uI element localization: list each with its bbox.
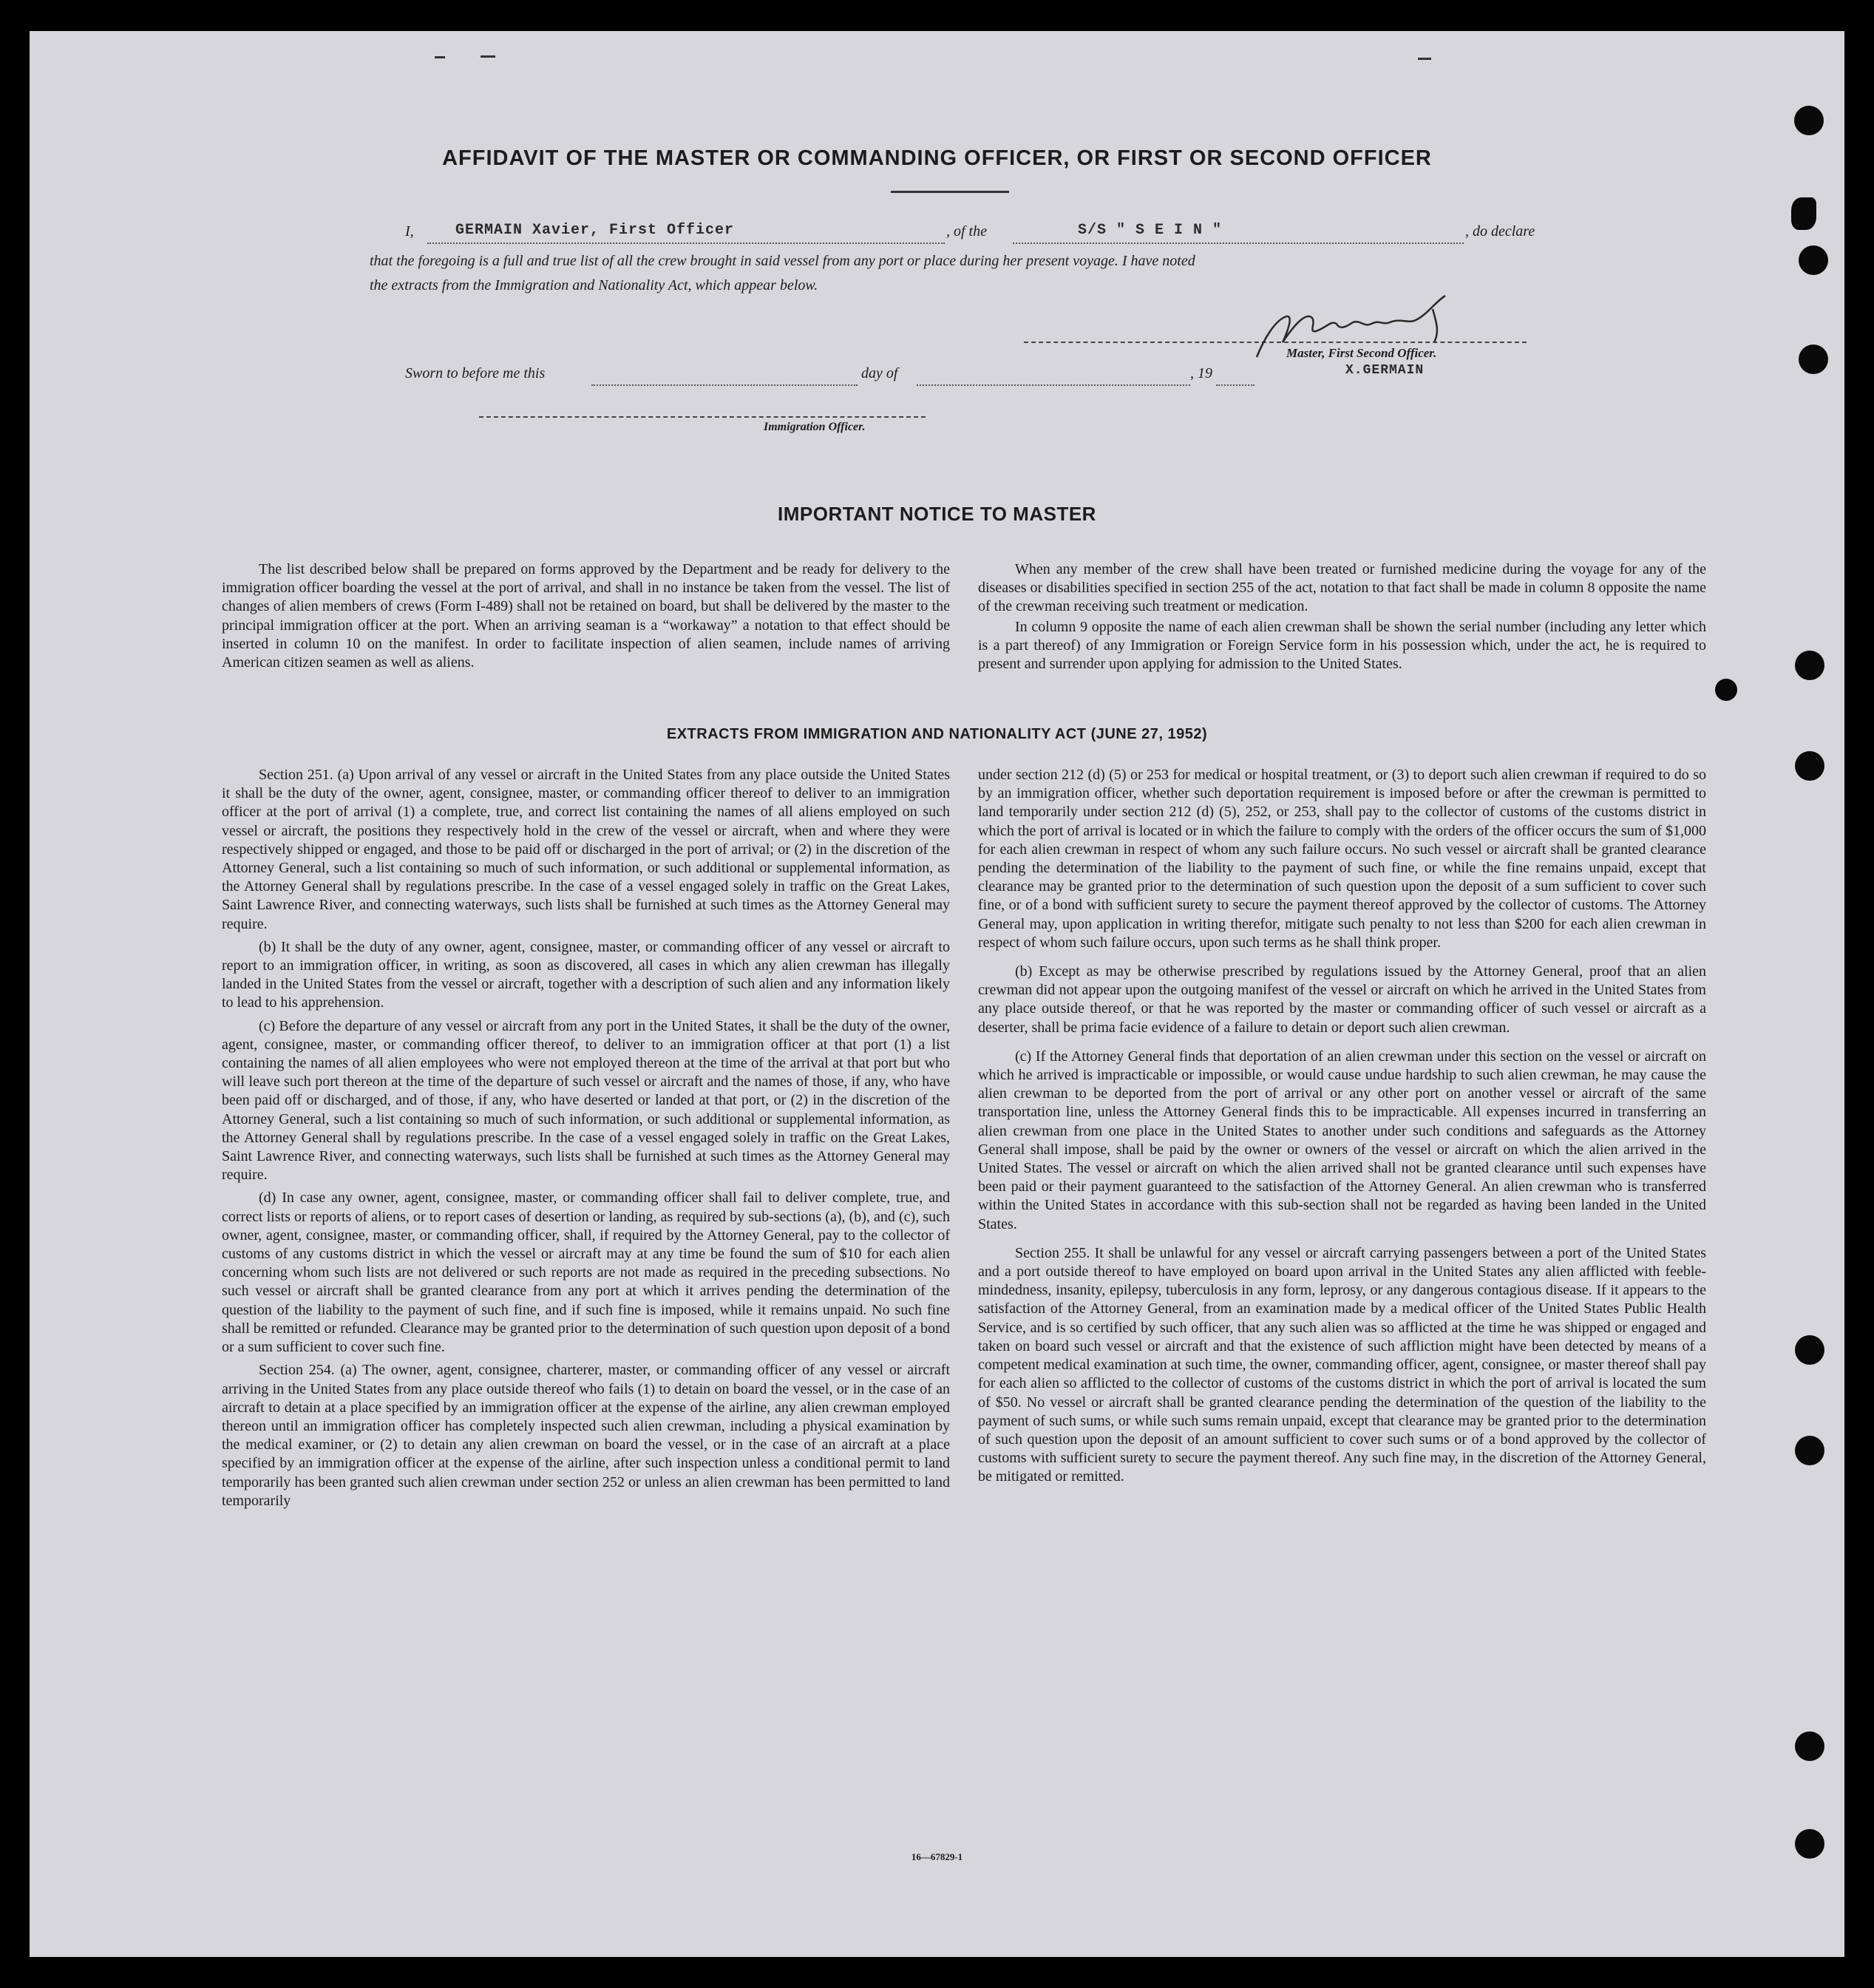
immigration-officer-label: Immigration Officer. [764, 421, 866, 433]
section-254a-continued: under section 212 (d) (5) or 253 for medical or hospital treatment, or (3) to deport such alien crewman if required to do so by an immigration officer, whether such deportation requirement is imposed before or after the crewman is permitted to land temporarily under section 212 (d) (5), 252, or 253, shall pay to the collector of customs of the customs district in which the port of arrival is located or in which the failure to comply with the orders of the officer occurs the sum of $1,000 for each alien crewman in respect of whom any such failure occurs. No such vessel or aircraft shall be granted clearance pending the determination of the liability to the payment of such fine, or while the fine remains unpaid, except that clearance may be granted prior to the determination of such question upon the deposit of a sum sufficient to cover such fine, or of a bond with sufficient surety to secure the payment thereof approved by the collector of customs. The Attorney General may, upon application in writing therefor, mitigate such penalty to not less than $200 for each alien crewman in respect of whom such failure occurs, upon such terms as he shall think proper. [978, 767, 1706, 951]
scan-mark [435, 56, 445, 58]
do-declare-label: , do declare [1465, 223, 1535, 240]
section-254b: (b) Except as may be otherwise prescribed by regulations issued by the Attorney General, proof that an alien crewman did not appear upon the outgoing manifest of the vessel or aircraft on which he arrived in the United States from any place outside thereof, or that he was reported by the master or commanding officer of such vessel or aircraft as a deserter, shall be prima facie evidence of a failure to detain or deport such alien crewman. [978, 963, 1706, 1036]
punch-hole [1791, 197, 1816, 230]
punch-hole [1799, 245, 1828, 275]
section-251d: (d) In case any owner, agent, consignee, master, or commanding officer shall fail to deliver complete, true, and correct lists or reports of aliens, or to report cases of desertion or landing, as required by sub-sections (a), (b), and (c), such owner, agent, consignee, master, or commanding officer, shall, if required by the Attorney General, pay to the collector of customs of any customs district in which the vessel or aircraft may at any time be found the sum of $10 for each alien concerning whom such lists are not delivered or such reports are not made as required in the preceding subsections. No such vessel or aircraft shall be granted clearance from any port at which it arrives pending the determination of the question of the liability to the payment of such fine, and if such fine is imposed, while it remains unpaid. No such fine shall be remitted or refunded. Clearance may be granted prior to the determination of such question upon deposit of a bond or a sum sufficient to cover such fine. [222, 1190, 950, 1356]
signature-typed-name: X.GERMAIN [1345, 363, 1425, 378]
punch-hole [1799, 345, 1828, 374]
notice-left-column [222, 560, 950, 676]
title-divider [891, 191, 1009, 193]
affidavit-title: AFFIDAVIT OF THE MASTER OR COMMANDING OFFICER, OR FIRST OR SECOND OFFICER [442, 146, 1432, 170]
section-254c: (c) If the Attorney General finds that deportation of an alien crewman under this section on the vessel or aircraft on which he arrived is impracticable or impossible, or would cause undue hardship to such alien crewman, he may cause the alien crewman to be deported from the port of arrival or any other port on another vessel or aircraft of the same transportation line, unless the Attorney General finds this to be impracticable. All expenses incurred in transferring an alien crewman from one place in the United States to another under such conditions and safeguards as the Attorney General shall impose, shall be paid by the owner or owners of the vessel or aircraft on which the alien arrived in the United States. The vessel or aircraft on which the alien arrived shall not be granted clearance until such expenses have been paid or their payment guaranteed to the satisfaction of the Attorney General. An alien crewman who is transferred within the United States in accordance with this sub-section shall not be regarded as having been landed in the United States. [978, 1048, 1706, 1232]
section-251a: Section 251. (a) Upon arrival of any vessel or aircraft in the United States from any place outside the United States it shall be the duty of the owner, agent, consignee, master, or commanding officer thereof to deliver to an immigration officer at the port of arrival (1) a complete, true, and correct list containing the names of all aliens employed on such vessel or aircraft, the positions they respectively hold in the crew of the vessel or aircraft, when and where they were respectively shipped or engaged, and those to be paid off or discharged in the port of arrival; or (2) in the discretion of the Attorney General, such a list containing so much of such information, or such additional or supplemental information, as the Attorney General shall by regulations prescribe. In the case of a vessel engaged solely in traffic on the Great Lakes, Saint Lawrence River, and connecting waterways, such lists shall be furnished at such times as the Attorney General may require. [222, 767, 950, 932]
vessel-name-typed: S/S " S E I N " [1078, 222, 1223, 239]
form-code: 16—67829-1 [911, 1851, 963, 1862]
punch-hole [1795, 751, 1824, 781]
notice-right-column [978, 560, 1706, 678]
declarant-name-typed: GERMAIN Xavier, First Officer [455, 222, 735, 239]
immigration-officer-line [479, 416, 926, 418]
punch-hole [1715, 679, 1737, 701]
punch-hole [1795, 1436, 1824, 1465]
extracts-title: EXTRACTS FROM IMMIGRATION AND NATIONALITY ACT (JUNE 27, 1952) [666, 726, 1208, 742]
document-sheet [30, 31, 1844, 1957]
notice-title: IMPORTANT NOTICE TO MASTER [778, 503, 1096, 525]
of-the-label: , of the [946, 223, 987, 240]
section-251b: (b) It shall be the duty of any owner, agent, consignee, master, or commanding officer of any vessel or aircraft to report to an immigration officer, in writing, as soon as discovered, all cases in which any alien crewman has illegally landed in the United States from the vessel or aircraft, together with a description of such alien and any information likely to lead to his apprehension. [222, 938, 950, 1011]
declaration-line-3: the extracts from the Immigration and Nationality Act, which appear below. [370, 277, 818, 294]
extracts-left-column [222, 766, 950, 1515]
notice-left-paragraph: The list described below shall be prepared on forms approved by the Department and be ready for delivery to the immigration officer boarding the vessel at the port of arrival, and shall in no instance be taken from the vessel. The list of changes of alien members of crews (Form I-489) shall not be retained on board, but shall be delivered by the master to the principal immigration officer at the port. When an arriving seaman is a “workaway” a notation to that effect should be inserted in column 10 on the manifest. In order to facilitate inspection of alien seamen, include names of arriving American citizen seamen as well as aliens. [222, 561, 950, 671]
sworn-label: Sworn to before me this [405, 365, 546, 381]
section-251c: (c) Before the departure of any vessel or aircraft from any port in the United States, it shall be the duty of the owner, agent, consignee, master, or commanding officer thereof, to deliver to an immigration officer at that port (1) a list containing the names of all alien employees who were not employed thereon at the time of the arrival at that port but who will leave such port thereon at the time of the departure of such vessel or aircraft and the names of those, if any, who have been paid off or discharged, and of those, if any, who have deserted or landed at that port, or (2) in the discretion of the Attorney General, such a list containing so much of such information, or such additional or supplemental information, as the Attorney General shall by regulations prescribe. In the case of a vessel engaged solely in traffic on the Great Lakes, Saint Lawrence River, and connecting waterways, such lists shall be furnished at such times as the Attorney General may require. [222, 1017, 950, 1184]
section-255: Section 255. It shall be unlawful for any vessel or aircraft carrying passengers between a port of the United States and a port outside thereof to have employed on board upon arrival in the United States any alien afflicted with feeble-mindedness, insanity, epilepsy, tuberculosis in any form, leprosy, or any dangerous contagious disease. If it appears to the satisfaction of the Attorney General, from an examination made by a medical officer of the United States Public Health Service, and is so certified by such officer, that any such alien was so afflicted at the time he was shipped or engaged and taken on board such vessel or aircraft and that the existence of such affliction might have been detected by means of a competent medical examination at such time, the owner, commanding officer, agent, consignee, or master thereof shall pay for each alien so afflicted to the collector of customs of the customs district in which the port of arrival is located the sum of $50. No vessel or aircraft shall be granted clearance pending the determination of the question of the liability to the payment of such sums, or while such sums remain unpaid, except that clearance may be granted prior to the determination of such question upon the deposit of an amount sufficient to cover such sums or of a bond approved by the collector of customs with sufficient surety to secure the payment thereof. Any such fine may, in the discretion of the Attorney General, be mitigated or remitted. [978, 1244, 1706, 1485]
year-prefix: , 19 [1190, 365, 1212, 381]
punch-hole [1795, 1335, 1824, 1365]
sworn-day-field [591, 370, 858, 386]
scan-mark [481, 55, 495, 58]
extracts-right-column [978, 766, 1706, 1491]
declaration-line-2: that the foregoing is a full and true list of all the crew brought in said vessel from any port or place during her present voyage. I have noted [370, 253, 1195, 269]
punch-hole [1795, 651, 1824, 680]
punch-hole [1795, 1731, 1824, 1761]
declaration-prefix: I, [405, 223, 414, 240]
signature-caption: Master, First Second Officer. [1286, 346, 1437, 360]
sworn-month-field [917, 370, 1190, 386]
notice-right-paragraph-1: When any member of the crew shall have been treated or furnished medicine during the voyage for any of the diseases or disabilities specified in section 255 of the act, notation to that fact shall be made in column 8 opposite the name of the crewman receiving such treatment or medication. [978, 561, 1706, 615]
day-of-label: day of [861, 365, 898, 381]
punch-hole [1794, 106, 1824, 135]
section-254a: Section 254. (a) The owner, agent, consignee, charterer, master, or commanding officer of any vessel or aircraft arriving in the United States from any place outside thereof who fails (1) to detain on board the vessel, or in the case of an aircraft to detain at a place specified by an immigration officer at the expense of the airline, any alien crewman employed thereon until an immigration officer has completely inspected such alien crewman, including a physical examination by the medical examiner, or (2) to detain any alien crewman on board the vessel, or in the case of an aircraft at a place specified by an immigration officer at the expense of the airline, after such inspection unless a conditional permit to land temporarily has been granted such alien crewman under section 252 or unless an alien crewman has been permitted to land temporarily [222, 1362, 950, 1509]
scan-mark [1418, 58, 1431, 60]
notice-right-paragraph-2: In column 9 opposite the name of each alien crewman shall be shown the serial number (including any letter which is a part thereof) of any Immigration or Foreign Service form in his possession which, under the act, he is required to present and surrender upon applying for admission to the United States. [978, 618, 1706, 673]
sworn-year-field [1216, 370, 1255, 386]
